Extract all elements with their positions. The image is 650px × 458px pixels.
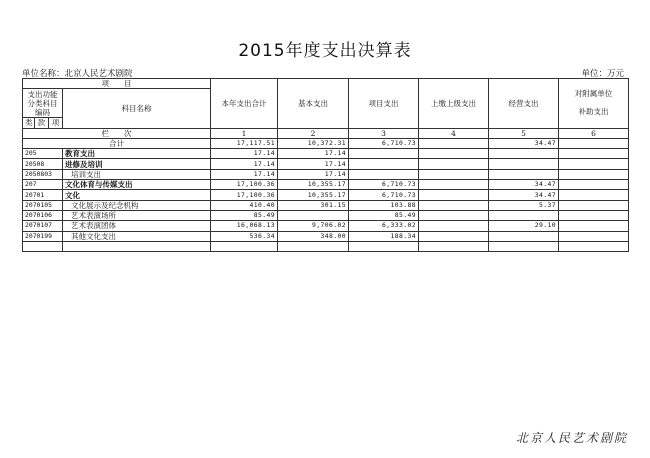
col-number-6: 6 — [559, 128, 629, 138]
row-upper — [419, 190, 489, 200]
table-row — [23, 241, 629, 251]
row-total: 17.14 — [211, 149, 278, 159]
sum-label: 合计 — [23, 138, 211, 148]
row-basic: 17.14 — [278, 149, 349, 159]
row-code: 20701 — [23, 190, 63, 200]
row-subsidy — [559, 190, 629, 200]
table-row — [23, 169, 629, 179]
row-subsidy — [559, 149, 629, 159]
row-code: 205 — [23, 149, 63, 159]
row-project: 85.49 — [349, 210, 419, 220]
sum-total: 17,117.51 — [211, 138, 278, 148]
row-operating — [489, 169, 559, 179]
unit-name-label: 单位名称：北京人民艺术剧院 — [22, 69, 133, 79]
sum-project: 6,710.73 — [349, 138, 419, 148]
row-name: 进修及培训 — [63, 159, 211, 169]
row-subsidy — [559, 200, 629, 210]
sum-operating: 34.47 — [489, 138, 559, 148]
row-total — [211, 241, 278, 251]
table-row — [23, 231, 629, 241]
row-code: 2070105 — [23, 200, 63, 210]
lanci-label: 栏 次 — [23, 128, 211, 138]
row-name: 艺术表演场所 — [63, 210, 211, 220]
row-name: 文化展示及纪念机构 — [63, 200, 211, 210]
expenditure-table — [22, 78, 629, 252]
row-code: 2070106 — [23, 210, 63, 220]
table-row — [23, 149, 629, 159]
row-operating — [489, 159, 559, 169]
table-row — [23, 210, 629, 220]
row-basic — [278, 241, 349, 251]
row-name — [63, 241, 211, 251]
row-code: 207 — [23, 180, 63, 190]
row-upper — [419, 221, 489, 231]
row-code: 2070199 — [23, 231, 63, 241]
table-row — [23, 190, 629, 200]
header-subject-name: 科目名称 — [63, 89, 211, 128]
col-number-5: 5 — [489, 128, 559, 138]
table-row — [23, 180, 629, 190]
row-total: 410.40 — [211, 200, 278, 210]
row-name: 教育支出 — [63, 149, 211, 159]
table-row — [23, 159, 629, 169]
row-subsidy — [559, 180, 629, 190]
header-kuan: 款 — [35, 118, 49, 128]
row-project — [349, 169, 419, 179]
row-basic: 10,355.17 — [278, 180, 349, 190]
header-func-code: 支出功能分类科目编码 — [23, 89, 63, 118]
row-total: 85.49 — [211, 210, 278, 220]
row-operating — [489, 210, 559, 220]
table-row — [23, 221, 629, 231]
row-operating: 5.37 — [489, 200, 559, 210]
row-operating — [489, 231, 559, 241]
row-name: 文化 — [63, 190, 211, 200]
row-upper — [419, 231, 489, 241]
row-total: 536.34 — [211, 231, 278, 241]
row-total: 16,068.13 — [211, 221, 278, 231]
row-operating — [489, 149, 559, 159]
row-upper — [419, 149, 489, 159]
row-total: 17,100.36 — [211, 180, 278, 190]
row-code — [23, 241, 63, 251]
row-project: 6,333.02 — [349, 221, 419, 231]
row-name: 培训支出 — [63, 169, 211, 179]
header-total: 本年支出合计 — [211, 79, 278, 129]
row-upper — [419, 169, 489, 179]
row-basic: 9,706.02 — [278, 221, 349, 231]
row-upper — [419, 159, 489, 169]
row-code: 2050803 — [23, 169, 63, 179]
row-subsidy — [559, 210, 629, 220]
row-subsidy — [559, 241, 629, 251]
col-number-2: 2 — [278, 128, 349, 138]
row-name: 文化体育与传媒支出 — [63, 180, 211, 190]
row-project: 6,710.73 — [349, 180, 419, 190]
sum-basic: 10,372.31 — [278, 138, 349, 148]
row-upper — [419, 241, 489, 251]
row-operating: 34.47 — [489, 180, 559, 190]
row-basic: 301.15 — [278, 200, 349, 210]
header-operating: 经营支出 — [489, 79, 559, 129]
row-total: 17.14 — [211, 169, 278, 179]
row-upper — [419, 180, 489, 190]
row-total: 17,100.36 — [211, 190, 278, 200]
row-upper — [419, 200, 489, 210]
row-code: 2070107 — [23, 221, 63, 231]
col-number-3: 3 — [349, 128, 419, 138]
row-name: 其他文化支出 — [63, 231, 211, 241]
row-basic: 17.14 — [278, 159, 349, 169]
watermark-signature: 北京人民艺术剧院 — [515, 431, 628, 445]
table-row — [23, 200, 629, 210]
sum-subsidy — [559, 138, 629, 148]
row-subsidy — [559, 231, 629, 241]
unit-label: 单位：万元 — [581, 69, 624, 79]
row-project: 103.88 — [349, 200, 419, 210]
row-basic: 348.00 — [278, 231, 349, 241]
header-row-1 — [23, 79, 629, 89]
col-number-1: 1 — [211, 128, 278, 138]
row-subsidy — [559, 169, 629, 179]
header-subsidy: 对附属单位补助支出 — [559, 79, 629, 129]
sum-row — [23, 138, 629, 148]
header-project-expense: 项目支出 — [349, 79, 419, 129]
row-subsidy — [559, 159, 629, 169]
header-lei: 类 — [23, 118, 35, 128]
header-xiang: 项 — [49, 118, 63, 128]
header-project: 项 目 — [23, 79, 211, 89]
row-project: 6,710.73 — [349, 190, 419, 200]
document-title: 2015年度支出决算表 — [238, 41, 412, 61]
header-upper: 上缴上级支出 — [419, 79, 489, 129]
row-code: 20508 — [23, 159, 63, 169]
row-upper — [419, 210, 489, 220]
column-number-row — [23, 128, 629, 138]
row-project — [349, 159, 419, 169]
row-total: 17.14 — [211, 159, 278, 169]
sum-upper — [419, 138, 489, 148]
row-basic: 17.14 — [278, 169, 349, 179]
row-operating — [489, 241, 559, 251]
row-basic: 10,355.17 — [278, 190, 349, 200]
header-basic: 基本支出 — [278, 79, 349, 129]
row-project — [349, 241, 419, 251]
row-subsidy — [559, 221, 629, 231]
row-operating: 34.47 — [489, 190, 559, 200]
row-basic — [278, 210, 349, 220]
row-project: 188.34 — [349, 231, 419, 241]
col-number-4: 4 — [419, 128, 489, 138]
row-project — [349, 149, 419, 159]
row-operating: 29.10 — [489, 221, 559, 231]
row-name: 艺术表演团体 — [63, 221, 211, 231]
